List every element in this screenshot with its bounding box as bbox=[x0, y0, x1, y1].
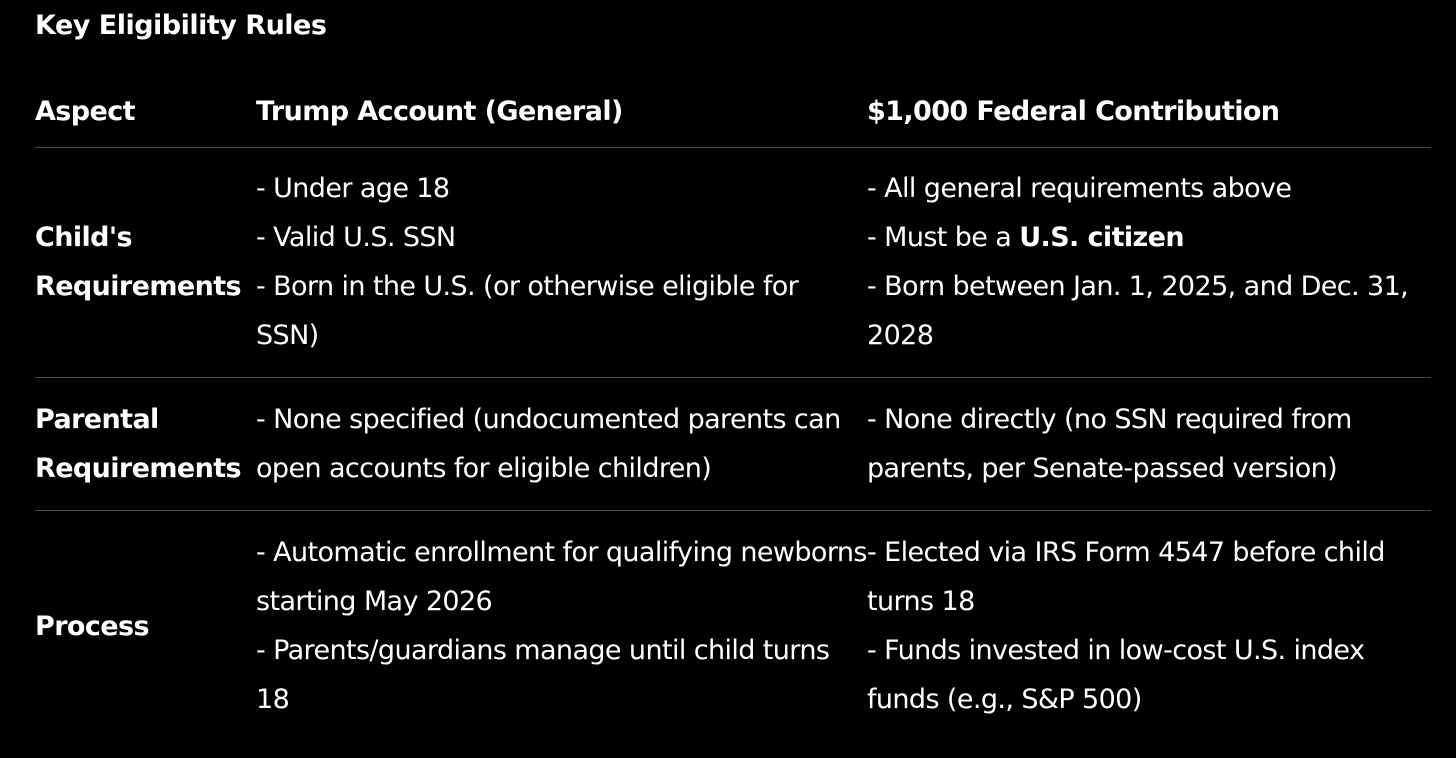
aspect-cell bbox=[35, 511, 256, 742]
header-federal-contribution: $1,000 Federal Contribution bbox=[867, 95, 1280, 127]
requirement-line: - None directly (no SSN required from parents, per Senate-passed version) bbox=[867, 404, 1352, 484]
requirement-line: - All general requirements above bbox=[867, 173, 1292, 204]
federal-cell bbox=[867, 148, 1431, 378]
aspect-cell bbox=[35, 148, 256, 378]
section-heading: Key Eligibility Rules bbox=[35, 10, 327, 41]
table-row bbox=[35, 511, 1431, 742]
aspect-label: Parental Requirements bbox=[35, 404, 241, 484]
requirement-line bbox=[867, 213, 1431, 262]
federal-cell bbox=[867, 511, 1431, 742]
requirement-line: - Born between Jan. 1, 2025, and Dec. 31, 2028 bbox=[867, 271, 1409, 351]
requirement-line: - Automatic enrollment for qualifying newborns starting May 2026 bbox=[256, 537, 867, 617]
federal-cell bbox=[867, 378, 1431, 511]
requirement-line: - Elected via IRS Form 4547 before child turns 18 bbox=[867, 537, 1385, 617]
table-row bbox=[35, 378, 1431, 511]
requirement-line: - None specified (undocumented parents can open accounts for eligible children) bbox=[256, 404, 841, 484]
general-cell bbox=[256, 511, 867, 742]
aspect-label: Process bbox=[35, 610, 149, 642]
requirement-text: - Must be a bbox=[867, 222, 1020, 253]
table-header-row bbox=[35, 75, 1431, 148]
requirement-line: - Valid U.S. SSN bbox=[256, 222, 456, 253]
requirement-line: - Funds invested in low-cost U.S. index funds (e.g., S&P 500) bbox=[867, 635, 1365, 715]
emphasis-text: U.S. citizen bbox=[1019, 222, 1184, 253]
requirement-line: - Parents/guardians manage until child turns 18 bbox=[256, 635, 830, 715]
header-trump-account-general: Trump Account (General) bbox=[256, 95, 623, 127]
eligibility-table bbox=[35, 75, 1431, 741]
general-cell bbox=[256, 378, 867, 511]
header-aspect: Aspect bbox=[35, 95, 135, 127]
requirement-line: - Under age 18 bbox=[256, 173, 450, 204]
table-row bbox=[35, 148, 1431, 378]
aspect-label: Child's Requirements bbox=[35, 222, 241, 302]
aspect-cell bbox=[35, 378, 256, 511]
requirement-line: - Born in the U.S. (or otherwise eligible for SSN) bbox=[256, 271, 799, 351]
general-cell bbox=[256, 148, 867, 378]
